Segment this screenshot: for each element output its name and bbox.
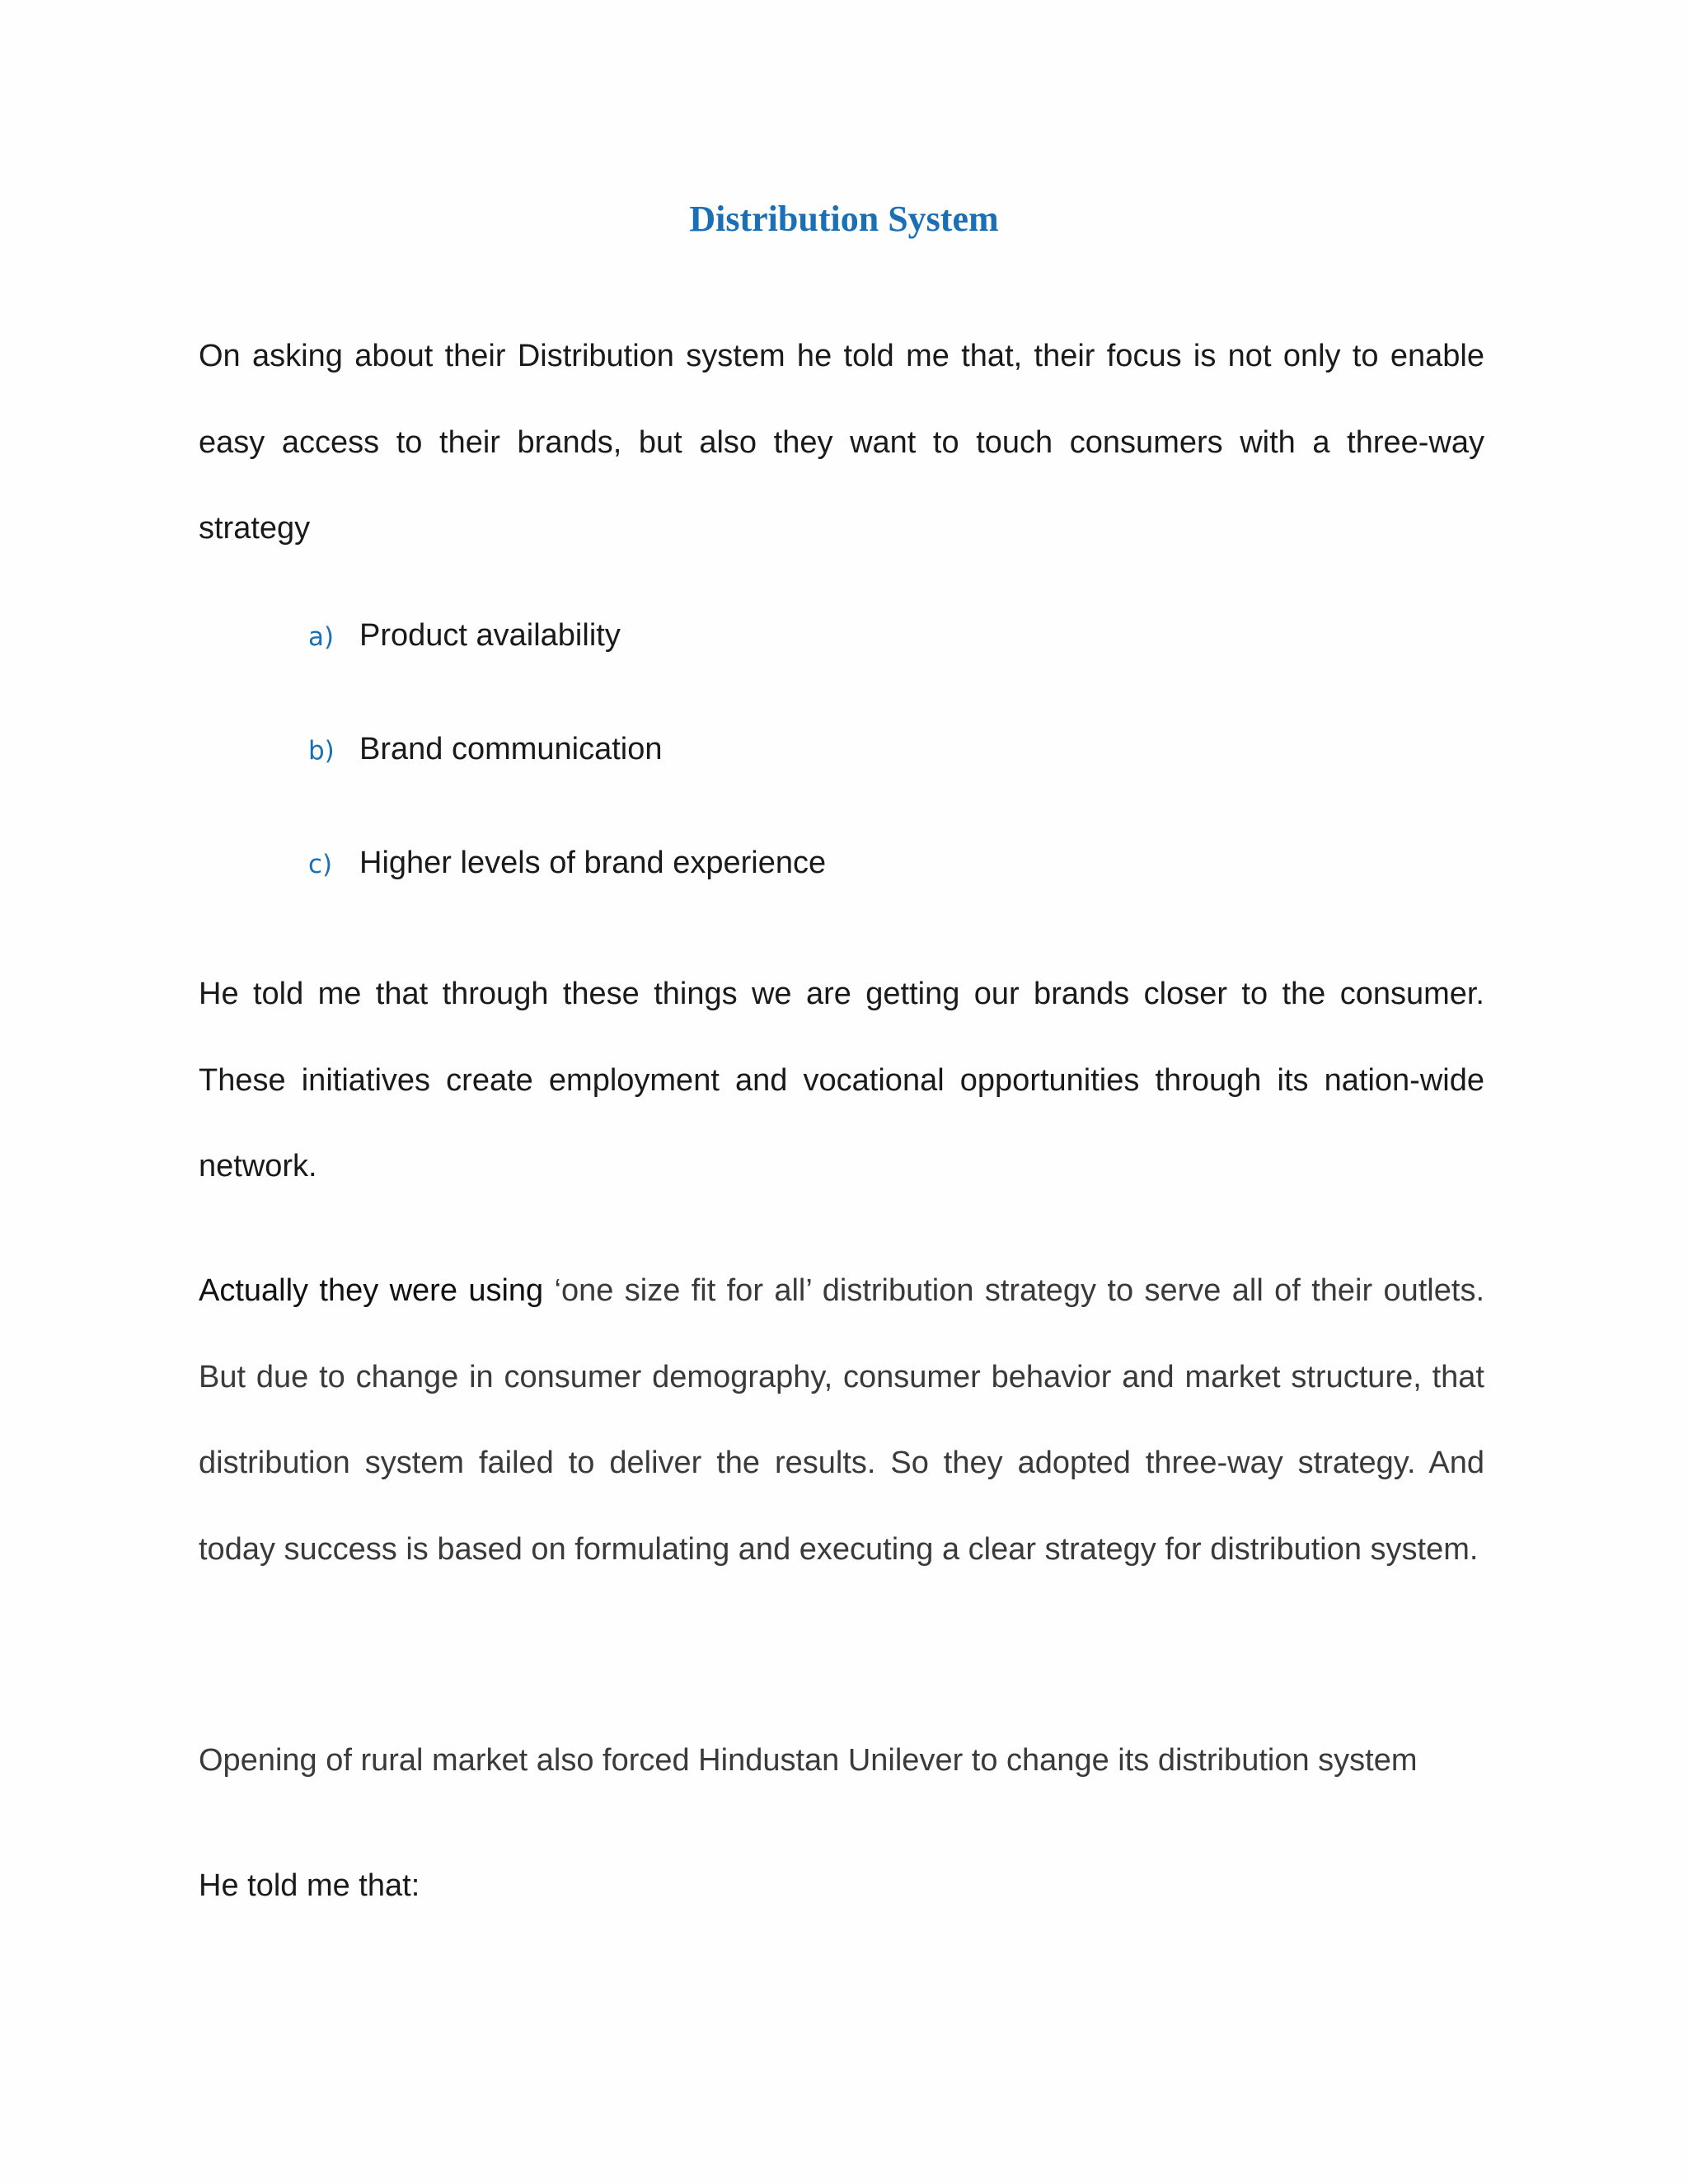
list-marker: b) bbox=[308, 736, 335, 766]
told-paragraph: He told me that: bbox=[199, 1868, 420, 1903]
list-item-text: Product availability bbox=[359, 618, 621, 653]
intro-paragraph: On asking about their Distribution system he told me that, their focus is not only to enable easy access to their brands, but also they want to touch consumers with a three-way strategy bbox=[199, 339, 1484, 546]
list-marker: a) bbox=[308, 622, 335, 652]
rural-market-paragraph: Opening of rural market also forced Hindustan Unilever to change its distribution system bbox=[199, 1743, 1418, 1778]
paragraph-body-text: ‘one size fit for all’ distribution strategy to serve all of their outlets. But due to change in consumer demography, consumer behavior and market structure, that distribution system failed to deliver the results. So they adopted three-way strategy. And today success is based on formulating and executing a clear strategy for distribution system. bbox=[199, 1273, 1484, 1567]
list-item-text: Brand communication bbox=[359, 732, 663, 766]
paragraph-lead-text: Actually they were using bbox=[199, 1273, 544, 1308]
list-marker: c) bbox=[308, 850, 333, 879]
strategy-change-paragraph bbox=[199, 1248, 1484, 1592]
list-item bbox=[308, 618, 621, 668]
list-item-text: Higher levels of brand experience bbox=[359, 846, 827, 880]
list-item bbox=[308, 846, 826, 895]
page-title: Distribution System bbox=[689, 199, 999, 239]
list-item bbox=[308, 732, 663, 781]
closer-paragraph: He told me that through these things we are getting our brands closer to the consumer. These initiatives create employment and vocational opportunities through its nation-wide network. bbox=[199, 977, 1484, 1183]
